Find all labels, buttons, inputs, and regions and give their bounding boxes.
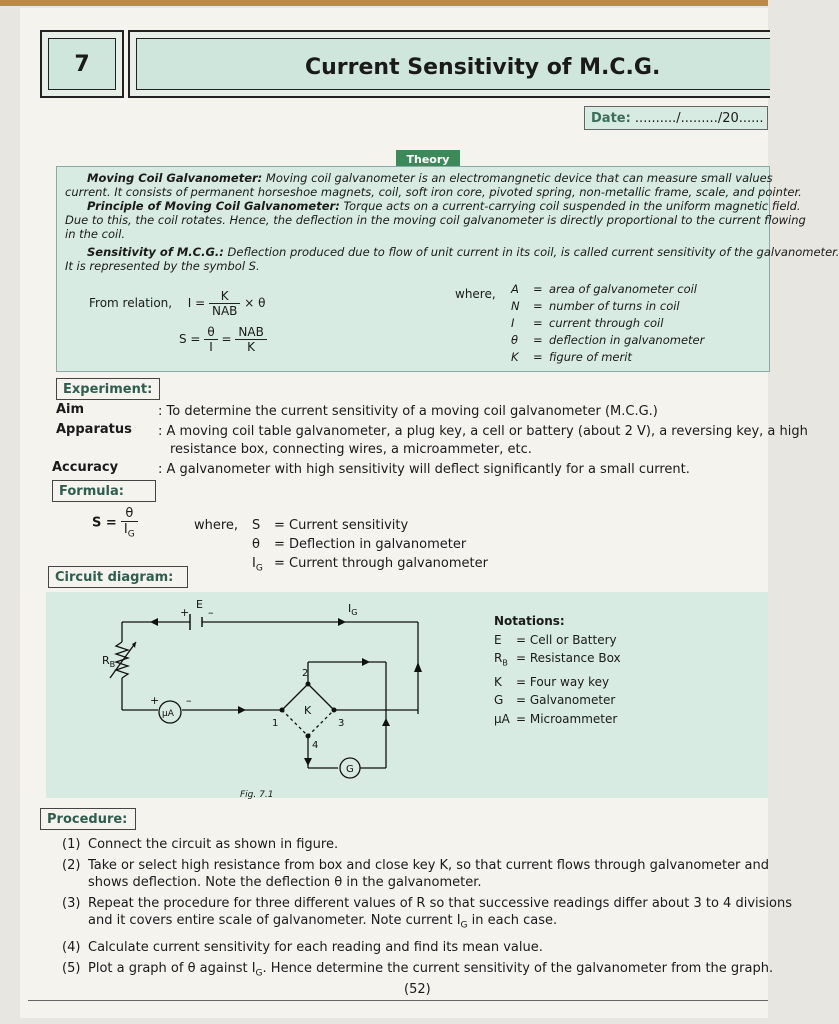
page-top-edge: [0, 0, 768, 6]
definition-symbol: I: [511, 316, 515, 330]
equation-sensitivity: S = $\frac{\theta}{I}$ = $\frac{\text{NAB}}{K}$: [179, 325, 267, 354]
figure-caption: Fig. 7.1: [240, 790, 274, 800]
definition-text: figure of merit: [549, 350, 632, 364]
circuit-diagram-label: Circuit diagram:: [48, 566, 188, 588]
notation-symbol: μA: [494, 711, 510, 726]
fraction-k-nab: $\frac{K}{\text{NAB}}$: [209, 289, 240, 318]
procedure-step: [62, 939, 766, 956]
formula-label: Formula:: [52, 480, 156, 502]
label-rb: $R_B$: [102, 654, 116, 669]
label-node-2: 2: [302, 668, 309, 679]
definition-symbol: N: [511, 299, 520, 313]
equation-current: From relation, I = $\frac{K}{\text{NAB}}$ × θ: [89, 289, 266, 318]
definition-row: N = number of turns in coil: [511, 299, 680, 313]
formula-symbol: S: [252, 518, 261, 533]
circuit-diagram-panel: [46, 592, 768, 798]
definition-row: A = area of galvanometer coil: [511, 282, 698, 296]
notation-row: [494, 710, 621, 729]
arrow-loop: [362, 658, 370, 666]
date-value: ........../........./20......: [630, 111, 764, 126]
definition-text: number of turns in coil: [549, 299, 680, 313]
label-e: E: [196, 598, 203, 611]
definition-text: area of galvanometer coil: [549, 282, 698, 296]
definition-symbol: A: [511, 282, 519, 296]
step-text: Repeat the procedure for three different values of R so that successive readings differ about 3 to 4 divisions and it covers entire scale of galvanometer. Note current $I_G$ in each case.: [88, 896, 792, 931]
notation-text: = Galvanometer: [516, 693, 616, 708]
aim-label: Aim: [56, 402, 85, 417]
bottom-rule: [28, 1000, 768, 1001]
principle-definition: Principle of Moving Coil Galvanometer: Torque acts on a current-carrying coil suspended in the uniform magnetic field. Due to this, the coil rotates. Hence, the deflection in the moving coil galvanometer is directly proportional to the current flowing in the coil.: [65, 199, 806, 241]
definition-symbol: K: [511, 350, 519, 364]
procedure-step: [62, 960, 774, 983]
sensitivity-definition: Sensitivity of M.C.G.: Deflection produced due to flow of unit current in its coil, is called current sensitivity of the galvanometer. It is represented by the symbol S.: [65, 245, 839, 273]
definition-row: K = figure of merit: [511, 350, 632, 364]
accuracy-label: Accuracy: [52, 460, 119, 475]
arrow-ig: [338, 618, 346, 626]
principle-term: Principle of Moving Coil Galvanometer:: [87, 199, 340, 213]
step-number: (1): [62, 837, 81, 852]
where-label: where,: [455, 287, 496, 301]
date-label: Date:: [591, 111, 631, 126]
notation-row: [494, 673, 621, 692]
step-text: Take or select high resistance from box and close key K, so that current flows through galvanometer and shows deflection. Note the deflection θ in the galvanometer.: [88, 858, 769, 890]
chapter-number-box: [40, 30, 124, 98]
apparatus-label: Apparatus: [56, 422, 132, 437]
definition-row: I = current through coil: [511, 316, 664, 330]
label-node-4: 4: [312, 740, 319, 751]
definition-symbol: θ: [511, 333, 519, 347]
notation-symbol: $R_B$: [494, 651, 508, 668]
procedure-label: Procedure:: [40, 808, 136, 830]
resistance-box: [116, 642, 128, 678]
procedure-step: [62, 836, 766, 853]
notation-text: = Resistance Box: [516, 651, 621, 665]
definition-text: deflection in galvanometer: [549, 333, 705, 347]
step-text: Connect the circuit as shown in figure.: [88, 837, 339, 852]
formula-legend-row: [252, 535, 488, 554]
label-ua-plus: +: [150, 694, 160, 707]
label-node-3: 3: [338, 718, 345, 729]
arrow-down: [304, 758, 312, 766]
label-minus: –: [208, 606, 214, 619]
formula-equation: S = $\frac{\theta}{I_G}$: [92, 506, 138, 540]
circuit-diagram: [46, 592, 768, 798]
label-ua: μA: [162, 709, 174, 719]
label-g: G: [346, 764, 354, 775]
date-field: [584, 106, 768, 130]
chapter-title-band: [128, 30, 770, 98]
label-ig: $I_G$: [348, 602, 358, 617]
formula-legend: [252, 516, 488, 579]
notation-row: [494, 631, 621, 650]
arrow-top: [150, 618, 158, 626]
apparatus-line2: resistance box, connecting wires, a microammeter, etc.: [170, 442, 532, 457]
notation-row: [494, 649, 621, 673]
arrow-right: [414, 662, 422, 672]
apparatus-line1: : A moving coil table galvanometer, a plug key, a cell or battery (about 2 V), a reversing key, a high: [158, 424, 808, 439]
formula-meaning: = Current sensitivity: [274, 518, 409, 533]
key-arm-23: [308, 684, 334, 710]
notations-title: Notations:: [494, 614, 565, 628]
theory-box: [56, 166, 839, 372]
label-ua-minus: –: [186, 694, 192, 707]
notation-symbol: E: [494, 632, 502, 647]
experiment-label: Experiment:: [56, 378, 160, 400]
sensitivity-term: Sensitivity of M.C.G.:: [87, 245, 224, 259]
notation-text: = Cell or Battery: [516, 632, 617, 647]
formula-where: where,: [194, 518, 239, 533]
notation-symbol: G: [494, 693, 504, 708]
arrow-bottom: [238, 706, 246, 714]
formula-legend-row: [252, 516, 488, 535]
procedure-list: [62, 836, 792, 986]
formula-symbol: $I_G$: [252, 556, 263, 574]
notations: [494, 612, 621, 728]
definitions-list: [511, 281, 704, 366]
definition-row: θ = deflection in galvanometer: [511, 333, 705, 347]
step-number: (3): [62, 896, 81, 911]
mcg-term: Moving Coil Galvanometer:: [87, 171, 263, 185]
accuracy-text: : A galvanometer with high sensitivity will deflect significantly for a small current.: [158, 462, 690, 477]
arrow-loop-up: [382, 718, 390, 726]
step-number: (4): [62, 939, 81, 955]
notation-text: = Microammeter: [516, 711, 618, 726]
step-text: Calculate current sensitivity for each reading and find its mean value.: [88, 939, 543, 955]
procedure-step: [62, 895, 792, 935]
notation-row: [494, 691, 621, 710]
key-arm-43: [308, 710, 334, 736]
aim-text: : To determine the current sensitivity of a moving coil galvanometer (M.C.G.): [158, 404, 658, 419]
notation-symbol: K: [494, 674, 502, 689]
formula-symbol: θ: [252, 537, 260, 552]
theory-badge: Theory: [396, 150, 460, 170]
mcg-definition: Moving Coil Galvanometer: Moving coil galvanometer is an electromangnetic device that can measure small values current. It consists of permanent horseshoe magnets, coil, soft iron core, pivoted spring, non-metallic frame, scale, and pointer.: [65, 171, 802, 199]
definition-text: current through coil: [549, 316, 664, 330]
formula-legend-row: [252, 554, 488, 579]
label-node-1: 1: [272, 718, 279, 729]
chapter-number: 7: [48, 38, 116, 90]
formula-meaning: = Current through galvanometer: [274, 556, 488, 571]
label-plus: +: [180, 606, 190, 619]
formula-meaning: = Deflection in galvanometer: [274, 537, 467, 552]
step-number: (2): [62, 858, 81, 873]
step-number: (5): [62, 960, 81, 976]
step-text: Plot a graph of θ against $I_G$. Hence determine the current sensitivity of the galvanometer from the graph.: [88, 960, 774, 979]
page-number: (52): [404, 982, 431, 997]
label-k: K: [304, 704, 312, 717]
notation-text: = Four way key: [516, 674, 610, 689]
chapter-title: Current Sensitivity of M.C.G.: [305, 55, 661, 80]
procedure-step: [62, 857, 769, 891]
